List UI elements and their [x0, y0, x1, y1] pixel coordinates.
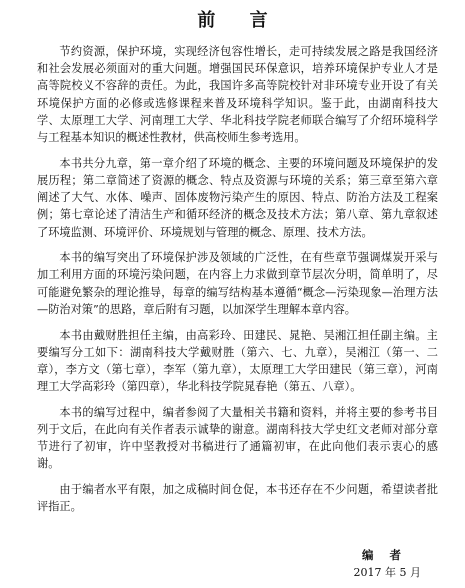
paragraph: 本书由戴财胜担任主编，由高彩玲、田建民、晁艳、吴湘江担任副主编。主要编写分工如下：湖南科技大学戴财胜（第六、七、九章），吴湘江（第一、二章），李方文（第七章），李军（第九章），太原理工大学田建民（第三章），河南理工大学高彩玲（第四章），华北科技学院晁春艳（第五、八章）。	[37, 328, 438, 394]
paragraph: 本书的编写突出了环境保护涉及领域的广泛性，在有些章节强调煤炭开采与加工利用方面的环境污染问题，在内容上力求做到章节层次分明，简单明了，尽可能避免繁杂的理论推导，每章的编写结构基本遵循“概念—污染现象—治理方法—防治对策”的思路，章后附有习题，以加深学生理解本章内容。	[37, 251, 438, 316]
paragraph: 由于编者水平有限，加之成稿时间仓促，本书还存在不少问题，希望读者批评指正。	[37, 483, 438, 514]
signature: 编 者	[361, 548, 407, 562]
paragraph: 节约资源，保护环境，实现经济包容性增长，走可持续发展之路是我国经济和社会发展必须面对的重大问题。增强国民环保意识，培养环境保护专业人才是高等院校义不容辞的责任。为此，我国许多高等院校针对非环境专业开设了有关环境保护方面的必修或选修课程来普及环境科学知识。鉴于此，由湖南科技大学、太原理工大学、河南理工大学、华北科技学院老师联合编写了介绍环境科学与工程基本知识的概述性教材，供高校师生参考选用。	[37, 45, 438, 145]
paragraph: 本书共分九章，第一章介绍了环境的概念、主要的环境问题及环境保护的发展历程；第二章简述了资源的概念、特点及资源与环境的关系；第三章至第六章阐述了大气、水体、噪声、固体废物污染产生的原因、特点、防治方法及工程案例；第七章论述了清洁生产和循环经济的概念及技术方法；第八章、第九章叙述了环境监测、环境评价、环境规划与管理的概念、原理、技术方法。	[37, 156, 438, 239]
date: 2017 年 5 月	[353, 566, 421, 579]
paragraph: 本书的编写过程中，编者参阅了大量相关书籍和资料，并将主要的参考书目列于文后，在此向有关作者表示诚挚的谢意。湖南科技大学史红文老师对部分章节进行了初审，许中坚教授对书稿进行了通篇初审，在此向他们表示衷心的感谢。	[37, 405, 438, 471]
preface-body	[37, 43, 438, 516]
page-title: 前 言	[197, 10, 282, 31]
